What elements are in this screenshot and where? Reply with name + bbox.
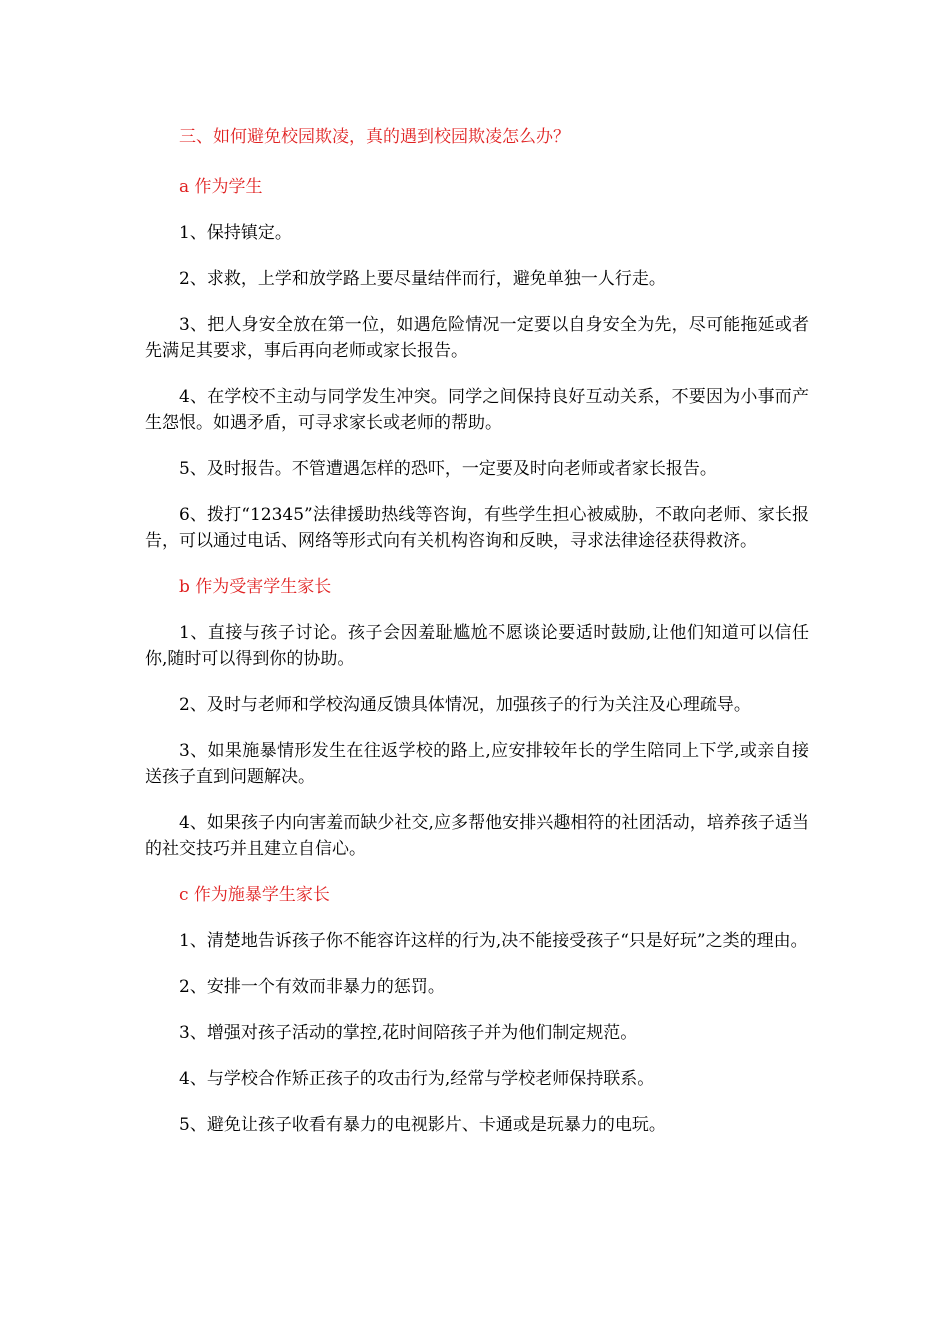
student-item-1: 1、保持镇定。 (179, 223, 292, 243)
student-item-3: 3、把人身安全放在第一位，如遇危险情况一定要以自身安全为先，尽可能拖延或者先满足其要求，事后再向老师或家长报告。 (145, 315, 809, 361)
document-body (145, 124, 809, 1158)
bully-parent-item-3: 3、增强对孩子活动的掌控,花时间陪孩子并为他们制定规范。 (179, 1023, 638, 1043)
bully-parent-item-5: 5、避免让孩子收看有暴力的电视影片、卡通或是玩暴力的电玩。 (179, 1115, 666, 1135)
victim-parent-item-2: 2、及时与老师和学校沟通反馈具体情况，加强孩子的行为关注及心理疏导。 (179, 695, 751, 715)
bully-parent-item-4: 4、与学校合作矫正孩子的攻击行为,经常与学校老师保持联系。 (179, 1069, 655, 1089)
student-item-5: 5、及时报告。不管遭遇怎样的恐吓，一定要及时向老师或者家长报告。 (179, 459, 717, 479)
victim-parent-item-1: 1、直接与孩子讨论。孩子会因羞耻尴尬不愿谈论要适时鼓励,让他们知道可以信任你,随时可以得到你的协助。 (145, 623, 809, 669)
student-item-4: 4、在学校不主动与同学发生冲突。同学之间保持良好互动关系，不要因为小事而产生怨恨。如遇矛盾，可寻求家长或老师的帮助。 (145, 387, 809, 433)
student-item-6: 6、拨打“12345”法律援助热线等咨询，有些学生担心被威胁，不敢向老师、家长报告，可以通过电话、网络等形式向有关机构咨询和反映，寻求法律途径获得救济。 (145, 505, 809, 551)
victim-parent-item-3: 3、如果施暴情形发生在往返学校的路上,应安排较年长的学生陪同上下学,或亲自接送孩子直到问题解决。 (145, 741, 809, 787)
section-heading-victim-parents: b 作为受害学生家长 (179, 577, 332, 597)
bully-parent-item-1: 1、清楚地告诉孩子你不能容许这样的行为,决不能接受孩子“只是好玩”之类的理由。 (179, 931, 808, 951)
victim-parent-item-4: 4、如果孩子内向害羞而缺少社交,应多帮他安排兴趣相符的社团活动，培养孩子适当的社交技巧并且建立自信心。 (145, 813, 809, 859)
document-title: 三、如何避免校园欺凌，真的遇到校园欺凌怎么办？ (179, 127, 570, 147)
student-item-2: 2、求救，上学和放学路上要尽量结伴而行，避免单独一人行走。 (179, 269, 666, 289)
section-heading-students: a 作为学生 (179, 177, 263, 197)
bully-parent-item-2: 2、安排一个有效而非暴力的惩罚。 (179, 977, 445, 997)
section-heading-bully-parents: c 作为施暴学生家长 (179, 885, 330, 905)
